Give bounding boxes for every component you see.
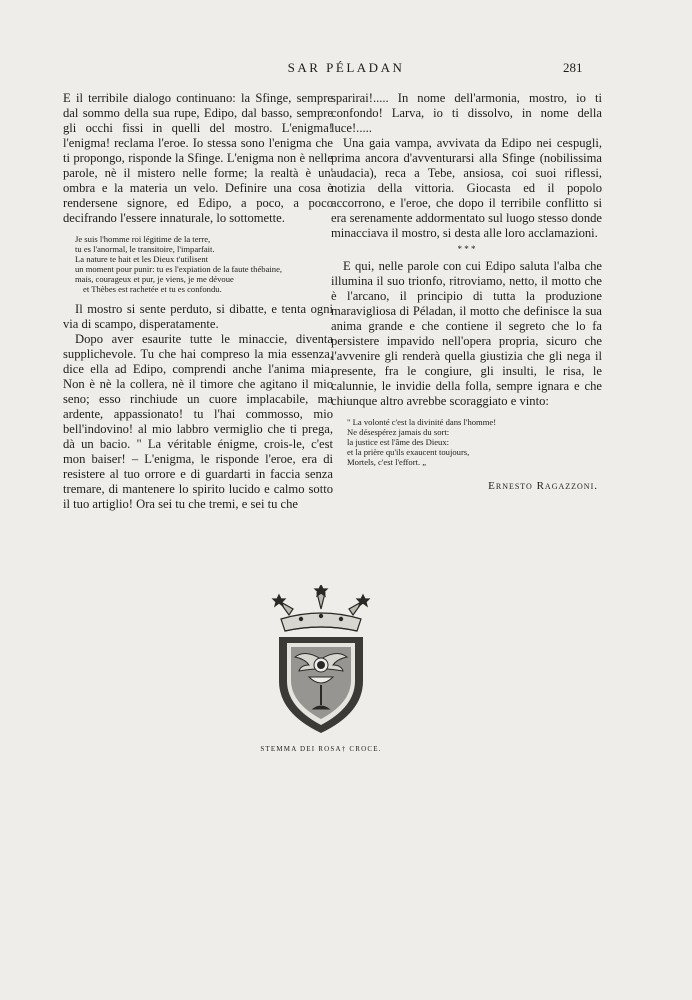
verse-line: Ne désespérez jamais du sort: — [347, 427, 450, 437]
verse-line: Je suis l'homme roi légitime de la terre, — [75, 234, 211, 244]
verse-line: tu es l'anormal, le transitoire, l'imparfait. — [75, 244, 215, 254]
verse-line: La nature te hait et les Dieux t'utilisent — [75, 254, 209, 264]
verse-line: Mortels, c'est l'effort. „ — [347, 457, 427, 467]
paragraph: E il terribile dialogo continuano: la Sfinge, sempre dal sommo della sua rupe, Edipo, dal basso, sempre gli occhi fissi in quelli del mostro. L'enigma! l'enigma! reclama l'eroe. Io stessa sono l'enigma che ti propongo, risponde la Sfinge. L'enigma non è nelle parole, nè il mistero nelle forme; la realtà è un' ombra e la materia un velo. Definire una cosa è rendersene signore, ed Edipo, a poco, a poco decifrando l'essere innaturale, lo sottomette. — [63, 91, 333, 225]
emblem-caption: STEMMA DEI ROSA† CROCE. — [260, 745, 382, 753]
french-verse-quote — [75, 234, 333, 294]
paragraph: Il mostro si sente perduto, si dibatte, e tenta ogni via di scampo, disperatamente. — [63, 302, 333, 331]
paragraph: Una gaia vampa, avvivata da Edipo nei cespugli, prima ancora d'avventurarsi alla Sfinge (nobilissima audacia), reca a Tebe, ansiosa, coi suoi riflessi, notizia della vittoria. Giocasta ed il popolo accorrono, e l'eroe, che dopo il terribile conflitto si era serenamente addormentato sul luogo stesso donde minacciava il mostro, si desta alle loro acclamazioni. — [331, 136, 602, 240]
rosicrucian-coat-of-arms-icon — [265, 585, 377, 735]
verse-line: et la prière qu'ils exaucent toujours, — [347, 447, 470, 457]
verse-line: la justice est l'âme des Dieux: — [347, 437, 450, 447]
french-verse-quote — [347, 417, 602, 467]
running-header: SAR PÉLADAN — [287, 60, 405, 75]
section-separator — [331, 246, 602, 252]
right-column — [331, 91, 602, 494]
page-number: 281 — [563, 60, 583, 75]
paragraph: sparirai!..... In nome dell'armonia, mostro, io ti confondo! Larva, io ti dissolvo, in nome della luce!..... — [331, 91, 602, 135]
verse-line: et Thèbes est rachetée et tu es confondu. — [83, 284, 222, 294]
asterism: * * * — [457, 244, 476, 254]
verse-line: un moment pour punir: tu es l'expiation de la faute thébaine, — [75, 264, 283, 274]
verse-line: mais, courageux et pur, je viens, je me dévoue — [75, 274, 234, 284]
paragraph: Dopo aver esaurite tutte le minaccie, diventa supplichevole. Tu che hai compreso la mia essenza, dice ella ad Edipo, comprendi anche l'anima mia. Non è nè la collera, nè il timore che agitano il mio seno; esso rinchiude un cuore implacabile, ma ardente, appassionato! tu l'hai commosso, mio bell'indovino! al mio labbro vermiglio che ti prega, dà un bacio. " La véritable énigme, crois-le, c'est mon baiser! – L'enigma, le risponde l'eroe, era di resistere al tuo orrore e di guardarti in faccia senza tremare, di mantenere lo spirito lucido e calmo sotto il tuo artiglio! Ora sei tu che tremi, e sei tu che — [63, 332, 333, 511]
paragraph: E qui, nelle parole con cui Edipo saluta l'alba che illumina il suo trionfo, ritroviamo, netto, il motto che è l'arcano, il principio di tutta la produzione maravigliosa di Péladan, il motto che definisce la sua anima grande e che contiene il segreto che lo fa persistere impavido nell'opera propria, sicuro che l'avvenire gli renderà quella giustizia che gli nega il presente, fra le congiure, gli insulti, le risa, le calunnie, le invidie della folla, sempre ignara e che chiunque altro avrebbe scoraggiato e vinto: — [331, 259, 602, 408]
author-signature: Ernesto Ragazzoni. — [488, 480, 598, 492]
left-column — [63, 91, 333, 512]
verse-line: " La volonté c'est la divinité dans l'homme! — [347, 417, 497, 427]
crown-icon — [273, 585, 369, 631]
